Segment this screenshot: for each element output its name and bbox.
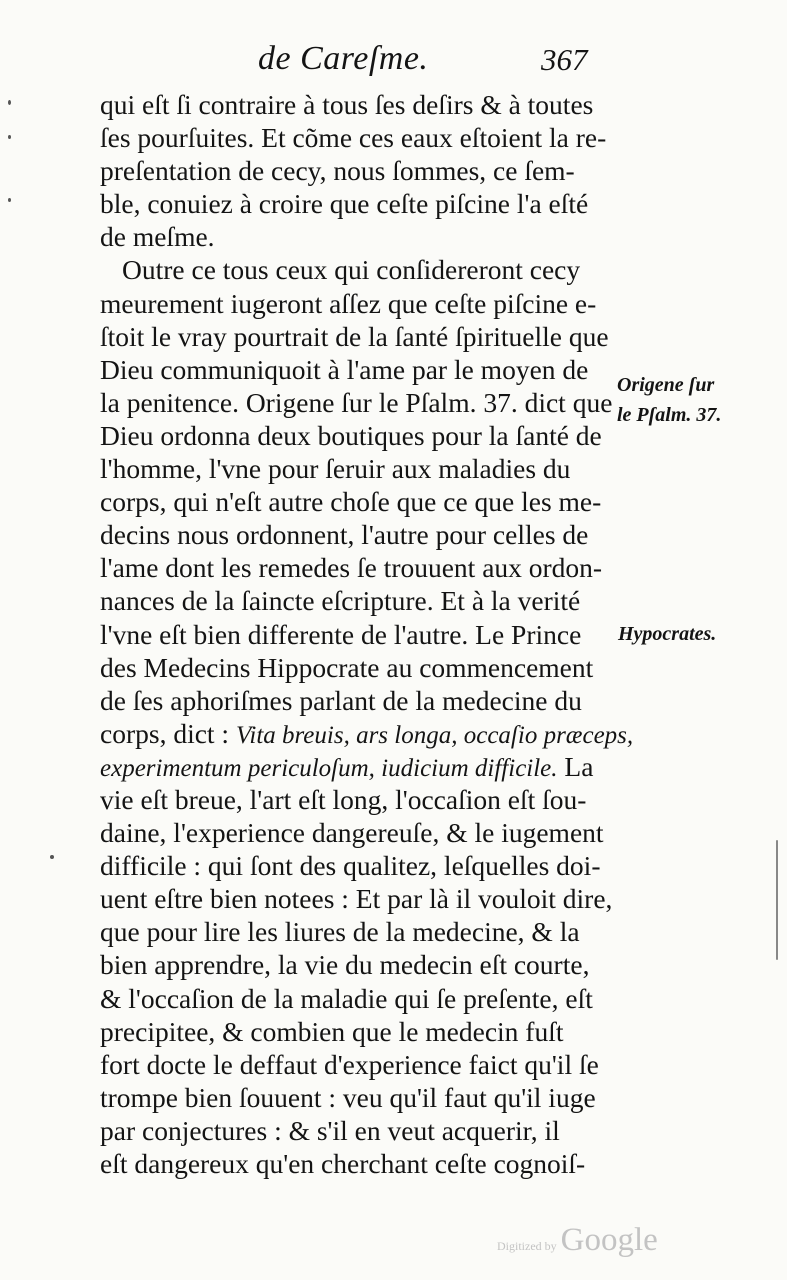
scan-speck [776, 840, 778, 960]
margin-note-line: le Pſalm. 37. [617, 404, 722, 426]
text-line-start: corps, dict : [100, 717, 230, 749]
text-line: bien apprendre, la vie du medecin eſt courte, [100, 949, 590, 981]
text-line: eſt dangereux qu'en cherchant ceſte cognoiſ- [100, 1148, 586, 1179]
text-line: par conjectures : & s'il en veut acquerir, il [100, 1114, 560, 1146]
text-line: preſentation de cecy, nous ſommes, ce ſem- [100, 155, 575, 187]
scan-speck [50, 855, 54, 859]
scan-speck [8, 100, 11, 105]
text-line: difficile : qui ſont des qualitez, leſquelles doi- [100, 850, 601, 882]
scan-speck [8, 135, 11, 139]
text-line: meurement iugeront aſſez que ceſte piſcine e- [100, 287, 597, 319]
text-line: trompe bien ſouuent : veu qu'il faut qu'il iuge [100, 1081, 596, 1113]
text-line: decins nous ordonnent, l'autre pour celles de [100, 519, 589, 551]
page-number: 367 [541, 42, 588, 77]
margin-note-line: Origene ſur [617, 374, 715, 396]
latin-quote: Vita breuis, ars longa, occaſio præceps, [235, 721, 634, 749]
margin-note-hypocrates [618, 619, 716, 649]
text-line: & l'occaſion de la maladie qui ſe preſente, eſt [100, 982, 593, 1014]
text-line: corps, qui n'eſt autre choſe que ce que les me- [100, 486, 602, 518]
scan-speck [8, 198, 11, 202]
digitized-watermark [497, 1222, 658, 1259]
text-line: Dieu communiquoit à l'ame par le moyen de [100, 353, 589, 385]
text-line: de ſes aphoriſmes parlant de la medecine du [100, 684, 582, 716]
text-line: ble, conuiez à croire que ceſte piſcine l'a eſté [100, 188, 589, 220]
text-line: vie eſt breue, l'art eſt long, l'occaſion eſt ſou- [100, 783, 587, 815]
watermark-prefix: Digitized by [497, 1239, 557, 1253]
latin-quote-continued: experimentum periculoſum, iudicium difficile. [100, 754, 558, 782]
text-line: l'vne eſt bien differente de l'autre. Le Prince [100, 618, 582, 650]
text-line: Dieu ordonna deux boutiques pour la ſanté de [100, 419, 602, 451]
text-line: Outre ce tous ceux qui conſidereront cecy [122, 254, 581, 286]
text-line: de meſme. [100, 221, 215, 253]
text-line: l'ame dont les remedes ſe trouuent aux ordon- [100, 552, 603, 584]
text-line: fort docte le deffaut d'experience faict qu'il ſe [100, 1048, 599, 1080]
text-line: que pour lire les liures de la medecine, & la [100, 916, 580, 948]
text-line: precipitee, & combien que le medecin fuſt [100, 1015, 564, 1047]
text-line: ſtoit le vray pourtrait de la ſanté ſpirituelle que [100, 320, 609, 352]
text-line-with-quote [100, 717, 634, 750]
text-line-with-quote [100, 750, 616, 783]
text-line: nances de la ſaincte eſcripture. Et à la verité [100, 585, 581, 617]
text-line: l'homme, l'vne pour ſeruir aux maladies du [100, 453, 571, 485]
main-text-block [100, 88, 634, 1180]
text-line: ſes pourſuites. Et cõme ces eaux eſtoient la re- [100, 122, 607, 154]
text-line: uent eſtre bien notees : Et par là il vouloit dire, [100, 883, 613, 915]
text-line: qui eſt ſi contraire à tous ſes deſirs & à toutes [100, 89, 594, 120]
running-head-title: de Careſme. [258, 40, 429, 77]
margin-note-origene [617, 370, 721, 430]
margin-note-line: Hypocrates. [618, 623, 717, 645]
text-line: daine, l'experience dangereuſe, & le iugement [100, 817, 604, 849]
text-line: la penitence. Origene ſur le Pſalm. 37. dict que [100, 386, 613, 418]
text-line-end: La [564, 750, 594, 782]
text-line: des Medecins Hippocrate au commencement [100, 651, 594, 683]
watermark-brand: Google [560, 1222, 658, 1258]
